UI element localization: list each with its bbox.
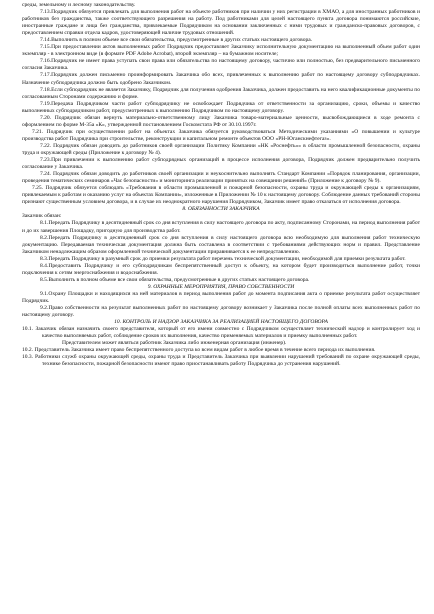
clause-7-24: 7.24. Подрядчик обязан доводить до работников своей организации и неукоснительно выполнять Стандарт Компании «Порядок планирования, организации, проведения тематических семинаров «Час безопасности» и мониторинга реализации принятых на совещании решений» (Приложение к договору № 9).: [22, 171, 420, 185]
clause-10-1: 10.1. Заказчик обязан назначить своего представителя, который от его имени совместно с Подрядчиком осуществляет технический надзор и контролирует ход и качество выполняемых работ, соблюдение сроков их выполнения, качество применяемых материалов и приемку выполненных работ.: [22, 326, 420, 340]
clause-7-15: 7.15.При предоставлении актов выполненных работ Подрядчик предоставляет Заказчику исполнительную документацию на выполненный объем работ один экземпляр - в электронном виде (в формате PDF Adobe Acrobat), второй экземпляр – на бумажном носителе;: [22, 44, 420, 58]
clause-7-18: 7.18.Если субподрядчик не является Заказчику, Подрядчик для получения одобрения Заказчика, должен предоставить на него квалификационные документы по согласованным Сторонами содержанию и форме.: [22, 86, 420, 100]
clause-7-25: 7.25. Подрядчик обязуется соблюдать «Требования в области промышленной и пожарной безопасности, охраны труда и окружающей среды к организациям, привлекаемым к работам и оказанию услуг на объектах Компании», изложенные в Приложении № 10 к настоящему договору. Соблюдение данных требований стороны признают существенным условием договора, и в случае их неоднократного нарушения Подрядчиком, Заказчик имеет право отказаться от исполнения договора.: [22, 185, 420, 206]
clause-7-22: 7.22. Подрядчик обязан доводить до работников своей организации Политику Компании «НК «Роснефть»» в области промышленной безопасности, охраны труда и окружающей среды (Приложение к договору № 4).: [22, 142, 420, 156]
clause-7-13: 7.13.Подрядчик обязуется привлекать для выполнения работ на объекте работников при наличии у них регистрации в ХМАО, а для иностранных работников и работников без гражданства, также соответствующего разрешения на работу. Под работниками для целей настоящего пункта договора понимаются российские, иностранные граждане и лица без гражданства, привлекаемые Подрядчиком на основании заключенных с ними трудовых и гражданско-правовых договоров, с предоставлением справки отдела кадров, удостоверяющей наличие трудовых отношений.: [22, 9, 420, 37]
section-heading-9: 9. ОХРАННЫЕ МЕРОПРИЯТИЯ, ПРАВО СОБСТВЕННОСТИ: [147, 283, 295, 290]
clause-9-2: 9.2.Право собственности на результат выполненных работ по настоящему договору возникает у Заказчика после полной оплаты всех выполненных работ по настоящему договору.: [22, 305, 420, 319]
clause-10-3: 10.3. Работники служб охраны окружающей среды, охраны труда и Представитель Заказчика при выявлении нарушений требований по охране окружающей среды, технике безопасности, пожарной безопасности имеют право приостанавливать работу Подрядчика до устранения нарушений.: [22, 354, 420, 368]
clause-8-2: 8.2.Передать Подрядчику в десятидневный срок со дня вступления в силу настоящего договора всю необходимую для выполнения работ техническую документацию. Передаваемая техническая документация должна быть составлена в соответствии с требованиями действующих норм и правил. Представление Заказчиком ненадлежащим образом оформленной технической документации приравнивается к ее непредставлению.: [22, 234, 420, 255]
clause-7-17: 7.17.Подрядчик должен письменно проинформировать Заказчика обо всех, привлеченных к выполнению работ по настоящему договору субподрядчиках. Назначение субподрядчика должно быть одобрено Заказчиком.: [22, 72, 420, 86]
clause-7-14: 7.14.Выполнить в полном объеме все свои обязательства, предусмотренные в других статьях настоящего договора.: [40, 37, 313, 44]
clause-9-1: 9.1.Охрану Площадки и находящихся на ней материалов в период выполнения работ до момента подписания акта о приемке результата работ осуществляет Подрядчик.: [22, 290, 420, 304]
clause-7-21: 7.21. Подрядчик при осуществлении работ на объектах Заказчика обязуется руководствоваться Методическими указаниями «О повышении и культуре производства работ Подрядчика при строительстве, реконструкции и капитальном ремонте объектов ООО «РН-Юганскнефтегаз».: [22, 128, 420, 142]
paragraph: среды, земельному и лесному законодательству.: [22, 2, 136, 8]
paragraph: Представителем может являться работник Заказчика либо инженерная организация (инженер).: [62, 340, 287, 347]
clause-10-2: 10.2. Представитель Заказчика имеет право беспрепятственного доступа ко всем видам работ в любое время в течение всего периода их выполнения.: [22, 347, 376, 354]
clause-8-1: 8.1.Передать Подрядчику в десятидневный срок со дня вступления в силу настоящего договора по акту, подписанному Сторонами, на период выполнения работ и до их завершения Площадку, пригодную для производства работ.: [22, 220, 420, 234]
clause-8-4: 8.4.Предоставить Подрядчику и его субподрядчикам беспрепятственный доступ к объекту, на котором будет производиться выполнение работ, точки подключения к сетям энергоснабжения и водоснабжения.: [22, 262, 420, 276]
clause-7-23: 7.23.При привлечении к выполнению работ субподрядных организаций в процессе исполнения договора, Подрядчик должен предварительно получить согласование у Заказчика.: [22, 157, 420, 171]
section-heading-8: 8. ОБЯЗАННОСТИ ЗАКАЗЧИКА: [182, 206, 260, 213]
clause-7-16: 7.16.Подрядчик не имеет права уступать свои права или обязательства по настоящему договору, частично или полностью, без предварительного письменного согласия Заказчика.: [22, 58, 420, 72]
paragraph: Заказчик обязан:: [22, 213, 62, 220]
clause-7-20: 7.20. Подрядчик обязан вернуть материально-ответственному лицу Заказчика товаро-материальные ценности, высвобождающиеся в ходе ремонта с оформлением по форме М-35а «К», утвержденной постановлением Госкомстата РФ от 30.10.1997г.: [22, 114, 420, 128]
contract-page: [22, 2, 420, 368]
clause-7-19: 7.19.Передача Подрядчиком части работ субподрядчику не освобождает Подрядчика от ответственности за организацию, сроки, объемы и качество выполненных субподрядчиком работ, предусмотренных к выполнению Подрядчиком по настоящему договору.: [22, 100, 420, 114]
clause-8-3: 8.3.Передать Подрядчику в разумный срок до приемки результата работ перечень технической документации, необходимой для приемки результата работ.: [40, 255, 406, 262]
section-heading-10: 10. КОНТРОЛЬ И НАДЗОР ЗАКАЗЧИКА ЗА РЕАЛИЗАЦИЕЙ НАСТОЯЩЕГО ДОГОВОРА: [114, 319, 328, 326]
clause-8-5: 8.5.Выполнить в полном объеме все свои обязательства, предусмотренные в других статьях настоящего договора.: [40, 276, 310, 283]
